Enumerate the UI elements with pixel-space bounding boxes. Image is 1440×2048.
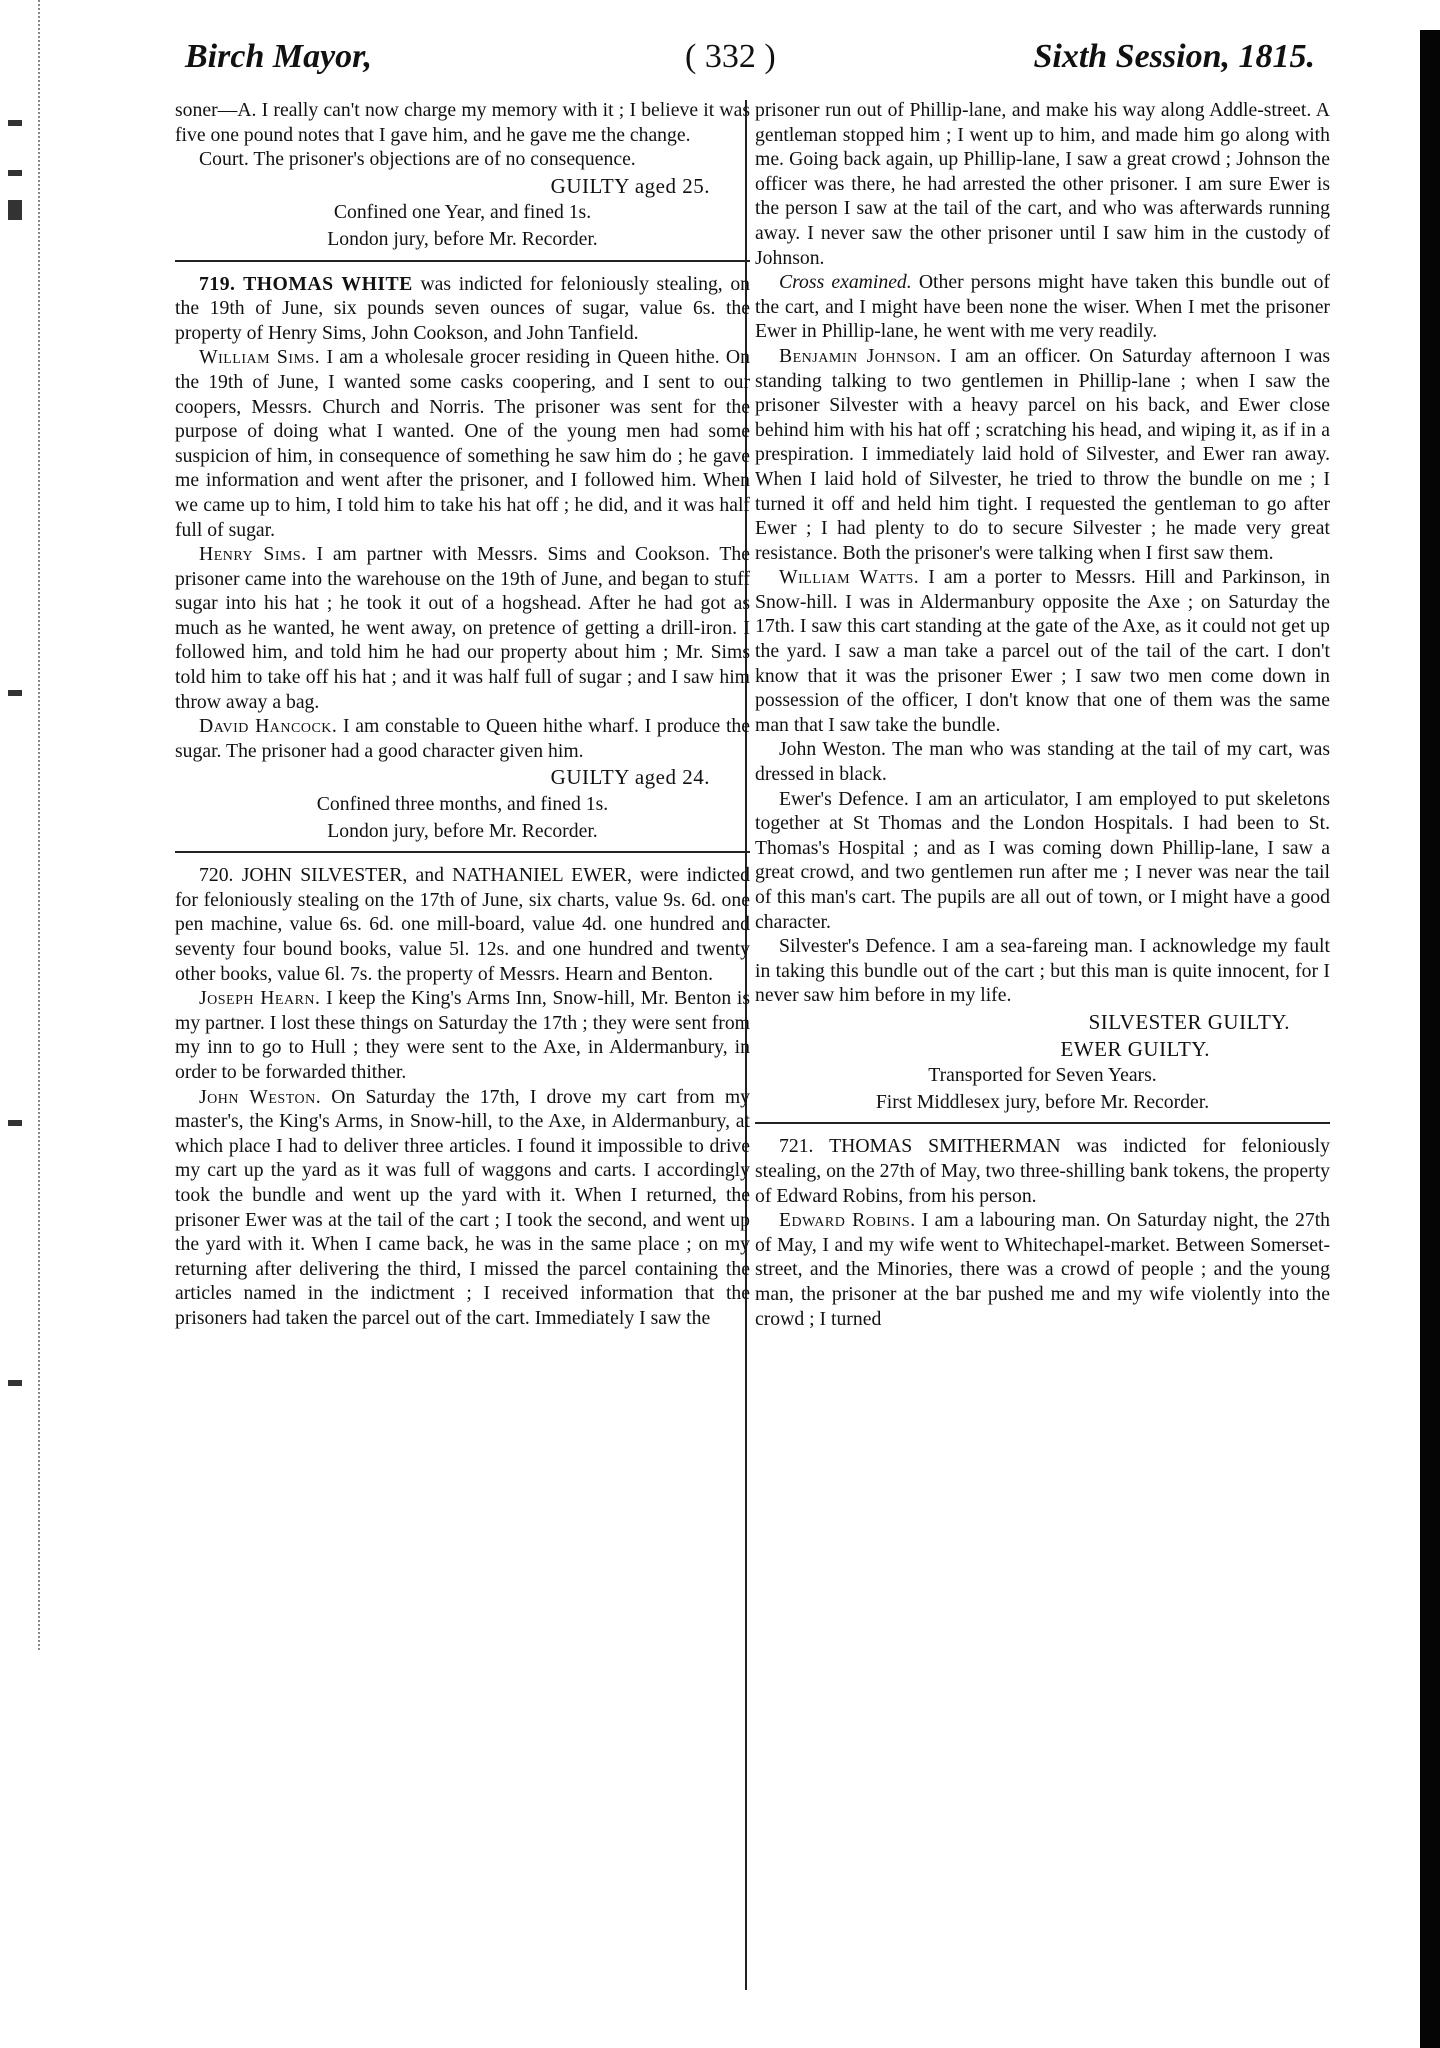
sentence-line: First Middlesex jury, before Mr. Recorder. — [875, 1090, 1210, 1113]
testimony-text: I am an officer. On Saturday afternoon I was standing talking to two gentlemen in Phillip-lane ; when I saw the prisoner Silvester with a heavy parcel on his back, and Ewer close behind him with his hat off ; scratching his head, and wiping it, as if in a prespiration. I immediately laid hold of Silvester, and Ewer ran away. When I laid hold of Silvester, he tried to throw the bundle on me ; I turned it off and held him tight. I requested the gentleman to go after Ewer ; I had plenty to do to secure Silvester ; he made very great resistance. Both the prisoner's were talking when I first saw them. — [755, 344, 1331, 564]
witness-name: John Weston. — [199, 1085, 322, 1108]
cross-text: Other persons might have taken this bundle out of the cart, and I might have been none the wiser. When I met the prisoner Ewer in Phillip-lane, he went with me very readily. — [755, 271, 1330, 343]
indictment-text: was indicted for feloniously stealing, on the 27th of May, two three-shilling bank tokens, the property of Edward Robins, from his person. — [755, 1135, 1331, 1207]
indictment-text: was indicted for feloniously stealing, on the 19th of June, six pounds seven ounces of sugar, value 6s. the property of Henry Sims, John Cookson, and John Tanfield. — [175, 272, 751, 344]
page-header — [185, 38, 1315, 88]
sentence-line: London jury, before Mr. Recorder. — [327, 819, 598, 842]
testimony — [175, 714, 750, 763]
edge-mark — [8, 170, 22, 176]
testimony-text: I am a labouring man. On Saturday night, the 27th of May, I and my wife went to Whitechapel-market. Between Somerset-street, and the Minories, there was a crowd of people ; and the young man, the prisoner at the bar pushed me and my wife violently into the crowd ; I turned — [755, 1209, 1331, 1330]
defendant-name: THOMAS WHITE — [243, 272, 413, 295]
paragraph: John Weston. The man who was standing at the tail of my cart, was dressed in black. — [755, 738, 1330, 786]
case-number: 719. — [199, 272, 236, 295]
defendant-name: JOHN SILVESTER, and NATHANIEL EWER, — [241, 864, 632, 887]
header-right: Sixth Session, 1815. — [1033, 38, 1315, 75]
verdict: SILVESTER GUILTY. — [1088, 1009, 1290, 1034]
defence: Ewer's Defence. I am an articulator, I am employed to put skeletons together at St Thomas and the London Hospitals. I had been to St. Thomas's Hospital ; and as I was coming down Phillip-lane, I saw a great crowd, and two gentlemen run after me ; I never was near the tail of this man's cart. The pupils are all out of town, or I might have a good character. — [755, 787, 1330, 933]
verdict: GUILTY aged 25. — [550, 173, 710, 198]
binding-edge — [0, 0, 40, 1650]
testimony — [175, 542, 750, 714]
page-number: ( 332 ) — [685, 38, 776, 75]
case-divider — [175, 260, 750, 262]
witness-name: William Sims. — [199, 346, 321, 369]
testimony — [755, 565, 1330, 737]
witness-name: Benjamin Johnson. — [779, 344, 942, 367]
case-divider — [175, 851, 750, 853]
edge-mark — [8, 120, 22, 126]
scan-border — [1420, 30, 1440, 2048]
case-number: 721. — [779, 1135, 814, 1158]
cross-examination — [755, 270, 1330, 344]
testimony — [755, 1208, 1330, 1331]
testimony — [175, 1085, 750, 1331]
witness-name: Edward Robins. — [779, 1209, 916, 1232]
testimony — [175, 986, 750, 1084]
verdict: GUILTY aged 24. — [550, 765, 710, 790]
paragraph: soner—A. I really can't now charge my memory with it ; I believe it was five one pound notes that I gave him, and he gave me the change. — [175, 99, 750, 146]
edge-mark — [8, 1380, 22, 1386]
paragraph: Court. The prisoner's objections are of no consequence. — [199, 148, 636, 171]
testimony-text: On Saturday the 17th, I drove my cart from my master's, the King's Arms, in Snow-hill, to the Axe, in Aldermanbury, at which place I had to deliver three articles. I found it impossible to drive my cart up the yard as it was full of waggons and carts. I accordingly took the bundle and went up the yard with it. When I returned, the prisoner Ewer was at the tail of the cart ; I took the second, and went up the yard with it. When I came back, he was in the same place ; on my returning after delivering the third, I missed the parcel containing the articles named in the indictment ; I received information that the prisoners had taken the parcel out of the cart. Immediately I saw the — [175, 1085, 750, 1329]
left-column — [175, 98, 750, 1331]
testimony-text: I am partner with Messrs. Sims and Cookson. The prisoner came into the warehouse on the 19th of June, and began to stuff sugar into his hat ; he took it out of a hogshead. After he had got as much as he wanted, he went away, on pretence of getting a drill-iron. I followed him, and told him he had our property about him ; Mr. Sims told him to take off his hat ; and it was half full of sugar ; and I saw him throw away a bag. — [175, 543, 750, 713]
witness-name: William Watts. — [779, 566, 920, 589]
indictment-text: were indicted for feloniously stealing on the 17th of June, six charts, value 9s. 6d. one pen machine, value 6s. 6d. one mill-board, value 4d. one hundred and seventy four bound books, value 5l. 12s. and one hundred and twenty other books, value 6l. 7s. the property of Messrs. Hearn and Benton. — [175, 864, 751, 985]
paragraph: prisoner run out of Phillip-lane, and make his way along Addle-street. A gentleman stopped him ; I went up to him, and made him go along with me. Going back again, up Phillip-lane, I saw a great crowd ; Johnson the officer was there, he had arrested the other prisoner. I am sure Ewer is the person I saw at the tail of the cart, and who was afterwards running away. I never saw the other prisoner until I saw him in the custody of Johnson. — [755, 99, 1330, 269]
case-heading — [175, 863, 750, 986]
witness-name: Henry Sims. — [199, 543, 307, 566]
verdict: EWER GUILTY. — [1060, 1036, 1210, 1061]
case-divider — [755, 1122, 1330, 1124]
witness-name: Joseph Hearn. — [199, 987, 321, 1010]
edge-mark — [8, 200, 22, 220]
sentence-line: Confined one Year, and fined 1s. — [333, 201, 592, 224]
edge-mark — [8, 1120, 22, 1126]
witness-name: David Hancock. — [199, 715, 338, 738]
edge-mark — [8, 690, 22, 696]
testimony-text: I am constable to Queen hithe wharf. I produce the sugar. The prisoner had a good character given him. — [175, 715, 750, 762]
testimony-text: I am a wholesale grocer residing in Queen hithe. On the 19th of June, I wanted some casks coopering, and I sent to our coopers, Messrs. Church and Norris. The prisoner was sent for the purpose of doing what I wanted. One of the young men had some suspicion of him, in consequence of something he saw him do ; he gave me information and went after the prisoner, and I followed him. When we came up to him, I told him to take his hat off ; he did, and it was half full of sugar. — [175, 346, 750, 541]
sentence-line: Transported for Seven Years. — [928, 1064, 1157, 1087]
header-left: Birch Mayor, — [185, 38, 373, 75]
defendant-name: THOMAS SMITHERMAN — [829, 1135, 1061, 1158]
defence: Silvester's Defence. I am a sea-fareing man. I acknowledge my fault in taking this bundle out of the cart ; but this man is quite innocent, for I never saw him before in my life. — [755, 935, 1330, 1007]
testimony — [175, 345, 750, 542]
sentence-line: Confined three months, and fined 1s. — [316, 793, 609, 816]
sentence-line: London jury, before Mr. Recorder. — [327, 227, 598, 250]
testimony-text: I keep the King's Arms Inn, Snow-hill, Mr. Benton is my partner. I lost these things on Saturday the 17th ; they were sent from my inn to go to Hull ; they were sent to the Axe, in Aldermanbury, in order to be forwarded thither. — [175, 987, 750, 1083]
testimony-text: I am a porter to Messrs. Hill and Parkinson, in Snow-hill. I was in Aldermanbury opposite the Axe ; on Saturday the 17th. I saw this cart standing at the gate of the Axe, as it could not get up the yard. I saw a man take a parcel out of the tail of the cart. I don't know that it was the prisoner Ewer ; I saw two men come down in possession of the officer, I don't know that one of them was the same man that I saw take the bundle. — [755, 566, 1330, 736]
testimony — [755, 344, 1330, 565]
case-heading — [755, 1134, 1330, 1208]
case-number: 720. — [199, 864, 234, 887]
case-heading — [175, 272, 750, 346]
right-column — [755, 98, 1330, 1331]
cross-label: Cross examined. — [779, 271, 912, 294]
